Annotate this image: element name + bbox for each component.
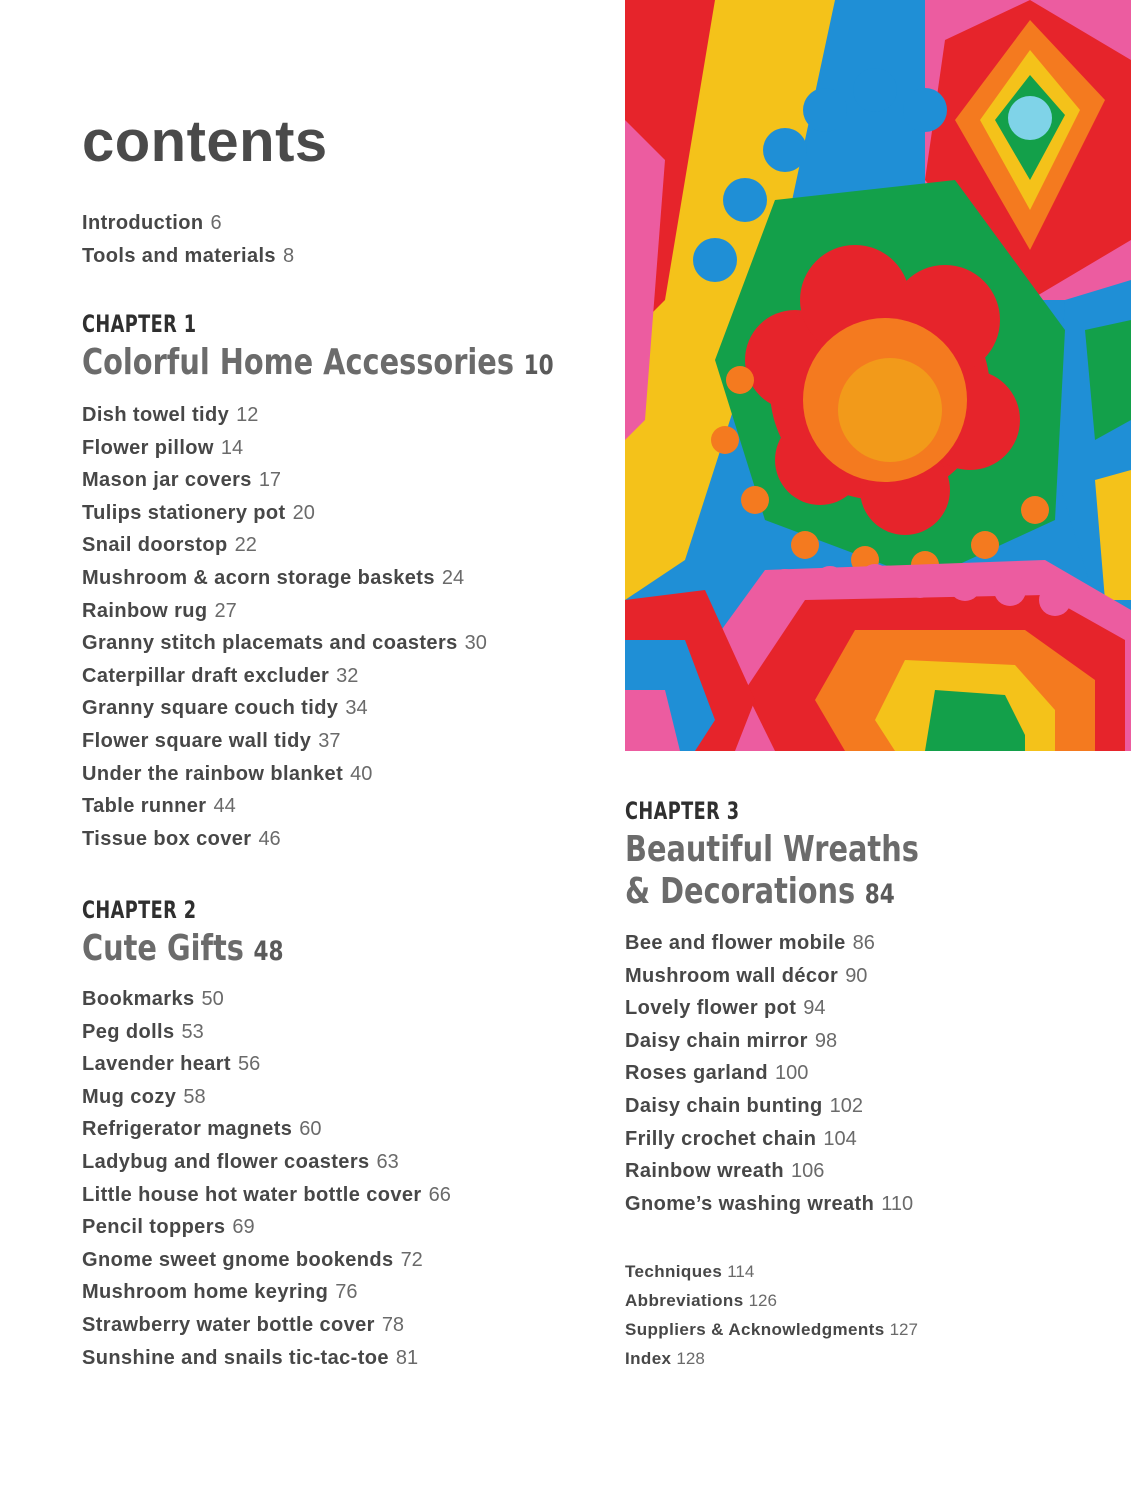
toc-entry-title: Roses garland <box>625 1062 769 1085</box>
toc-entry-title: Index <box>625 1349 672 1368</box>
toc-entry <box>82 1081 451 1114</box>
toc-entry-title: Snail doorstop <box>82 534 228 557</box>
toc-entry <box>82 758 487 791</box>
toc-entry <box>82 562 487 595</box>
toc-entry <box>82 1342 451 1375</box>
toc-entry-page: 110 <box>881 1192 914 1215</box>
toc-entry-page: 100 <box>775 1062 809 1085</box>
toc-entry <box>82 1048 451 1081</box>
chapter-2-list <box>82 983 451 1374</box>
toc-entry-title: Bee and flower mobile <box>625 932 846 954</box>
front-matter-list <box>82 207 294 272</box>
toc-entry-title: Tools and materials <box>82 244 276 267</box>
toc-entry-page: 60 <box>299 1118 322 1141</box>
toc-entry-title: Rainbow rug <box>82 599 208 622</box>
toc-entry-title: Abbreviations <box>625 1291 744 1310</box>
toc-entry-title: Caterpillar draft excluder <box>82 664 330 687</box>
chapter-3-list <box>625 927 913 1220</box>
toc-entry-page: 69 <box>232 1216 255 1239</box>
toc-entry-page: 12 <box>236 404 259 426</box>
chapter-1-label: CHAPTER 1 <box>82 310 197 338</box>
chapter-1-title <box>82 342 554 387</box>
toc-entry <box>82 1244 451 1277</box>
toc-entry <box>82 464 487 497</box>
toc-entry-page: 44 <box>213 795 236 818</box>
toc-entry <box>82 1146 451 1179</box>
toc-entry-title: Introduction <box>82 212 204 234</box>
toc-entry-title: Mason jar covers <box>82 469 252 492</box>
toc-entry-title: Flower pillow <box>82 436 214 459</box>
toc-entry <box>82 1276 451 1309</box>
toc-entry-title: Tissue box cover <box>82 827 252 850</box>
toc-entry <box>625 1090 913 1123</box>
toc-entry <box>625 992 913 1025</box>
toc-entry <box>82 497 487 530</box>
toc-entry <box>82 1113 451 1146</box>
toc-entry <box>82 595 487 628</box>
toc-entry-page: 24 <box>441 566 465 589</box>
toc-entry-title: Mushroom home keyring <box>82 1281 329 1304</box>
toc-entry <box>625 1123 913 1156</box>
toc-entry-title: Under the rainbow blanket <box>82 762 344 785</box>
toc-entry <box>625 1315 918 1344</box>
toc-entry <box>82 660 487 693</box>
toc-entry-page: 104 <box>823 1127 857 1150</box>
toc-entry-page: 72 <box>400 1248 423 1271</box>
toc-entry-page: 58 <box>183 1085 206 1108</box>
toc-entry-title: Rainbow wreath <box>625 1160 784 1183</box>
chapter-3-title-line1: Beautiful Wreaths <box>625 829 919 870</box>
toc-entry-page: 20 <box>292 501 315 524</box>
toc-entry-page: 127 <box>889 1320 918 1339</box>
chapter-3-label: CHAPTER 3 <box>625 797 740 825</box>
toc-entry <box>82 240 294 273</box>
toc-entry <box>82 790 487 823</box>
toc-entry-page: 46 <box>258 827 281 850</box>
toc-entry-title: Little house hot water bottle cover <box>82 1183 422 1206</box>
toc-entry-title: Lavender heart <box>82 1053 231 1076</box>
toc-entry-page: 78 <box>381 1313 405 1336</box>
toc-entry-title: Lovely flower pot <box>625 997 797 1020</box>
toc-entry-page: 114 <box>727 1262 755 1281</box>
toc-entry-page: 6 <box>210 212 222 234</box>
toc-entry <box>82 1179 451 1212</box>
toc-entry-title: Flower square wall tidy <box>82 729 312 752</box>
toc-entry-title: Daisy chain mirror <box>625 1029 808 1052</box>
toc-entry-title: Mushroom & acorn storage baskets <box>82 566 435 589</box>
chapter-1-page: 10 <box>523 350 554 381</box>
chapter-2-title <box>82 928 284 973</box>
toc-entry-title: Frilly crochet chain <box>625 1127 817 1150</box>
back-matter-list <box>625 1257 918 1373</box>
toc-entry <box>82 725 487 758</box>
toc-entry-title: Pencil toppers <box>82 1216 226 1239</box>
toc-entry-page: 126 <box>748 1291 777 1310</box>
toc-entry-title: Daisy chain bunting <box>625 1094 823 1117</box>
chapter-2-title-text: Cute Gifts <box>82 928 244 969</box>
toc-entry-page: 81 <box>395 1346 419 1369</box>
toc-entry-page: 106 <box>790 1160 825 1183</box>
toc-entry-page: 53 <box>181 1020 204 1043</box>
toc-entry-page: 66 <box>428 1183 451 1206</box>
toc-entry <box>82 692 487 725</box>
toc-entry-page: 14 <box>220 436 244 459</box>
toc-entry-title: Dish towel tidy <box>82 404 230 426</box>
toc-entry-page: 40 <box>350 762 373 785</box>
toc-entry-title: Ladybug and flower coasters <box>82 1150 370 1173</box>
toc-entry-page: 50 <box>201 988 224 1010</box>
toc-entry <box>82 432 487 465</box>
chapter-3-page: 84 <box>864 879 895 910</box>
toc-entry <box>82 1016 451 1049</box>
toc-entry <box>625 1286 918 1315</box>
toc-entry-page: 63 <box>376 1150 399 1173</box>
chapter-2-page: 48 <box>253 936 284 967</box>
toc-entry <box>625 1344 918 1373</box>
toc-entry-page: 34 <box>345 697 368 720</box>
page-title: contents <box>82 109 328 174</box>
toc-entry-title: Strawberry water bottle cover <box>82 1313 375 1336</box>
toc-entry-title: Refrigerator magnets <box>82 1118 293 1141</box>
toc-entry-page: 30 <box>464 632 487 655</box>
toc-entry-page: 32 <box>336 664 359 687</box>
toc-entry-page: 90 <box>845 964 868 987</box>
toc-entry <box>625 1257 918 1286</box>
toc-entry-title: Techniques <box>625 1262 723 1281</box>
toc-entry <box>625 1188 913 1221</box>
toc-entry <box>82 1211 451 1244</box>
chapter-1-title-text: Colorful Home Accessories <box>82 342 514 383</box>
toc-entry-page: 8 <box>282 244 295 267</box>
toc-entry-title: Sunshine and snails tic-tac-toe <box>82 1346 389 1369</box>
toc-entry-title: Table runner <box>82 795 207 818</box>
toc-entry-title: Granny stitch placemats and coasters <box>82 632 458 655</box>
chapter-3-title-text: & Decorations <box>625 871 856 912</box>
toc-entry-page: 98 <box>814 1029 838 1052</box>
toc-entry-page: 37 <box>318 729 341 752</box>
toc-entry-title: Mushroom wall décor <box>625 964 839 987</box>
toc-entry-title: Suppliers & Acknowledgments <box>625 1320 885 1339</box>
toc-entry <box>625 1025 913 1058</box>
toc-entry-title: Bookmarks <box>82 988 195 1010</box>
toc-entry-title: Peg dolls <box>82 1020 175 1043</box>
toc-entry <box>82 399 487 432</box>
toc-entry-page: 102 <box>829 1094 863 1117</box>
toc-entry <box>625 1155 913 1188</box>
toc-entry <box>82 823 487 856</box>
toc-entry <box>82 207 294 240</box>
toc-entry <box>625 960 913 993</box>
toc-entry-title: Granny square couch tidy <box>82 697 339 720</box>
toc-entry <box>82 529 487 562</box>
toc-entry-title: Gnome sweet gnome bookends <box>82 1248 394 1271</box>
toc-entry-page: 94 <box>803 997 826 1020</box>
toc-entry-page: 17 <box>258 469 282 492</box>
chapter-3-title-line2 <box>625 871 895 916</box>
toc-entry <box>82 1309 451 1342</box>
toc-entry <box>82 627 487 660</box>
toc-entry-page: 128 <box>676 1349 705 1368</box>
toc-entry-title: Tulips stationery pot <box>82 501 286 524</box>
toc-entry-page: 27 <box>214 599 237 622</box>
toc-entry-title: Gnome’s washing wreath <box>625 1192 875 1215</box>
toc-entry <box>82 983 451 1016</box>
toc-entry-title: Mug cozy <box>82 1085 177 1108</box>
toc-entry-page: 76 <box>335 1281 358 1304</box>
crochet-blanket-photo <box>625 0 1131 751</box>
chapter-1-list <box>82 399 487 855</box>
chapter-2-label: CHAPTER 2 <box>82 896 197 924</box>
toc-entry-page: 22 <box>234 534 257 557</box>
toc-entry <box>625 927 913 960</box>
toc-entry-page: 86 <box>852 932 875 954</box>
toc-entry <box>625 1057 913 1090</box>
toc-entry-page: 56 <box>238 1053 261 1076</box>
